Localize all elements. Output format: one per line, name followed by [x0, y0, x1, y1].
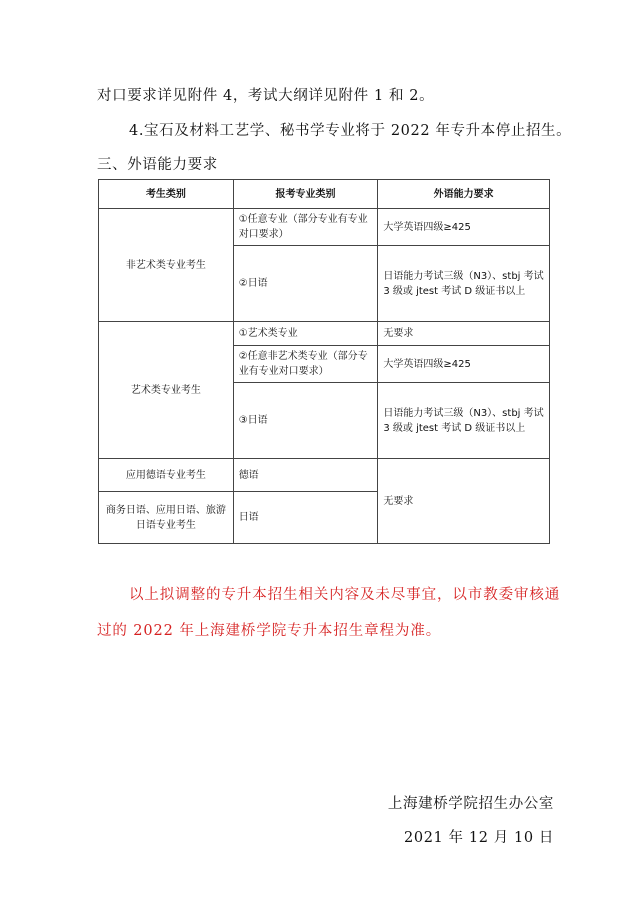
notice-line-2: 过的 2022 年上海建桥学院专升本招生章程为准。	[97, 623, 442, 639]
table-row	[99, 459, 550, 492]
header-requirement: 外语能力要求	[378, 180, 550, 209]
table-row	[99, 322, 550, 346]
major-cell: ②任意非艺术类专业（部分专业有专业对口要求）	[233, 346, 378, 383]
major-cell: ①艺术类专业	[233, 322, 378, 346]
category-cell: 应用德语专业考生	[99, 459, 234, 492]
paragraph-attachment-note: 对口要求详见附件 4，考试大纲详见附件 1 和 2。	[97, 88, 435, 104]
major-cell: ①任意专业（部分专业有专业对口要求）	[233, 209, 378, 246]
requirement-cell: 大学英语四级≥425	[378, 209, 550, 246]
category-cell: 非艺术类专业考生	[99, 209, 234, 322]
major-cell: ③日语	[233, 383, 378, 459]
requirement-cell: 无要求	[378, 322, 550, 346]
major-cell: ②日语	[233, 246, 378, 322]
requirement-cell: 大学英语四级≥425	[378, 346, 550, 383]
major-cell: 日语	[233, 492, 378, 544]
language-requirement-table	[98, 179, 550, 544]
requirement-cell: 日语能力考试三级（N3）、stbj 考试 3 级或 jtest 考试 D 级证书以上	[378, 246, 550, 322]
major-cell: 德语	[233, 459, 378, 492]
paragraph-stop-enrollment: 4.宝石及材料工艺学、秘书学专业将于 2022 年专升本停止招生。	[129, 123, 572, 139]
section-title: 三、外语能力要求	[97, 157, 218, 173]
category-cell: 商务日语、应用日语、旅游日语专业考生	[99, 492, 234, 544]
header-major: 报考专业类别	[233, 180, 378, 209]
requirement-cell: 无要求	[378, 459, 550, 544]
signature-office: 上海建桥学院招生办公室	[387, 796, 554, 812]
header-category: 考生类别	[99, 180, 234, 209]
category-cell: 艺术类专业考生	[99, 322, 234, 459]
table-header-row	[99, 180, 550, 209]
notice-line-1: 以上拟调整的专升本招生相关内容及未尽事宜，以市教委审核通	[129, 587, 561, 603]
table-row	[99, 209, 550, 246]
signature-date: 2021 年 12 月 10 日	[404, 830, 554, 846]
requirement-cell: 日语能力考试三级（N3）、stbj 考试 3 级或 jtest 考试 D 级证书以上	[378, 383, 550, 459]
